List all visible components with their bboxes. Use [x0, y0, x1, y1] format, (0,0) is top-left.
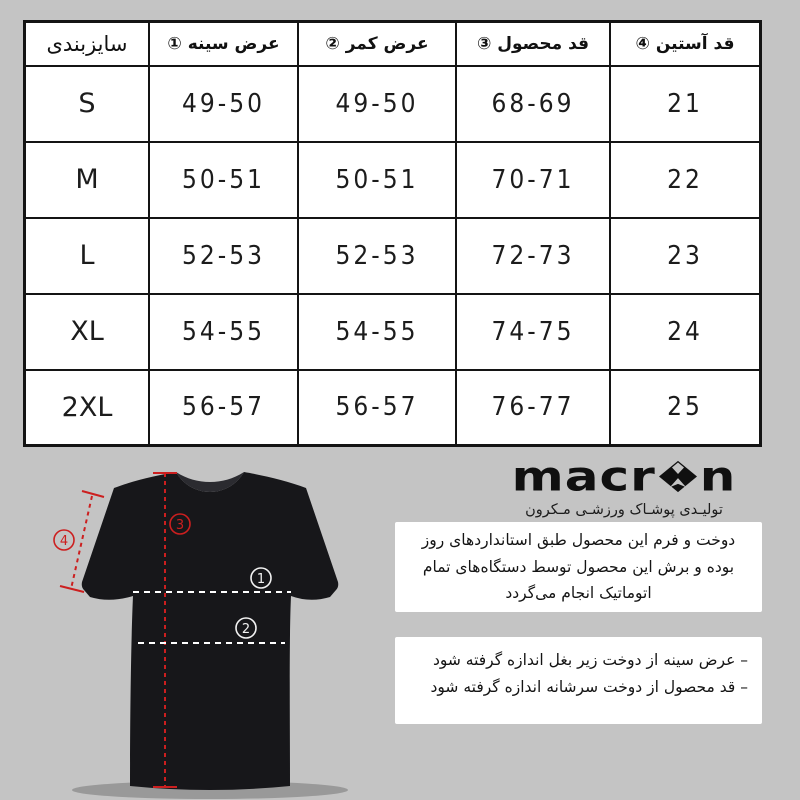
header-sizing: سایزبندی — [25, 22, 150, 66]
waist-value: 49-50 — [298, 66, 456, 142]
waist-value: 52-53 — [298, 218, 456, 294]
wordmark-right: n — [699, 452, 737, 501]
marker-1-label: 1 — [256, 572, 266, 587]
macron-logo — [478, 452, 770, 501]
length-value: 68-69 — [456, 66, 610, 142]
table-row-m — [25, 142, 761, 218]
length-value: 72-73 — [456, 218, 610, 294]
size-label: L — [25, 218, 150, 294]
manufacturing-note-line3: اتوماتیک انجام می‌گردد — [505, 584, 652, 603]
tshirt-measurement-diagram — [40, 460, 360, 800]
length-value: 74-75 — [456, 294, 610, 370]
header-sleeve-length: قد آستین ④ — [610, 22, 761, 66]
measurement-note-line2: – قد محصول از دوخت سرشانه اندازه گرفته شود — [430, 678, 748, 697]
measurement-note-line1: – عرض سینه از دوخت زیر بغل اندازه گرفته شود — [432, 651, 748, 669]
size-label: S — [25, 66, 150, 142]
waist-value: 54-55 — [298, 294, 456, 370]
marker-3-label: 3 — [175, 518, 185, 533]
waist-value: 50-51 — [298, 142, 456, 218]
marker-2-label: 2 — [241, 622, 251, 637]
sleeve-value: 25 — [610, 370, 761, 446]
table-row-l — [25, 218, 761, 294]
header-product-length: قد محصول ③ — [456, 22, 610, 66]
table-header-row — [25, 22, 761, 66]
size-table-section — [23, 20, 762, 447]
size-table — [23, 20, 762, 447]
table-row-s — [25, 66, 761, 142]
brand-block — [478, 452, 770, 518]
measurement-note-box — [395, 637, 762, 724]
sleeve-value: 23 — [610, 218, 761, 294]
table-row-2xl — [25, 370, 761, 446]
sleeve-measure-top-tick — [82, 491, 104, 497]
wordmark-left: macr — [511, 452, 656, 501]
length-value: 70-71 — [456, 142, 610, 218]
size-label: XL — [25, 294, 150, 370]
sleeve-value: 22 — [610, 142, 761, 218]
chest-value: 52-53 — [149, 218, 298, 294]
header-chest-width: عرض سینه ① — [149, 22, 298, 66]
chest-value: 50-51 — [149, 142, 298, 218]
table-row-xl — [25, 294, 761, 370]
chest-value: 54-55 — [149, 294, 298, 370]
sleeve-measure-bottom-tick — [60, 586, 84, 592]
brand-tagline: تولیـدی پوشـاک ورزشـی مـکرون — [525, 502, 723, 518]
chest-value: 56-57 — [149, 370, 298, 446]
sleeve-value: 24 — [610, 294, 761, 370]
manufacturing-note-line1: دوخت و فرم این محصول طبق استانداردهای روز — [421, 531, 736, 550]
sleeve-value: 21 — [610, 66, 761, 142]
chest-value: 49-50 — [149, 66, 298, 142]
length-value: 76-77 — [456, 370, 610, 446]
macron-diamond-emblem-icon — [658, 460, 698, 493]
marker-4-label: 4 — [59, 534, 69, 549]
size-label: M — [25, 142, 150, 218]
tshirt-silhouette — [82, 472, 339, 790]
size-label: 2XL — [25, 370, 150, 446]
waist-value: 56-57 — [298, 370, 456, 446]
manufacturing-note-box — [395, 522, 762, 612]
header-waist-width: عرض کمر ② — [298, 22, 456, 66]
manufacturing-note-line2: بوده و برش این محصول توسط دستگاه‌های تمام — [422, 557, 735, 576]
